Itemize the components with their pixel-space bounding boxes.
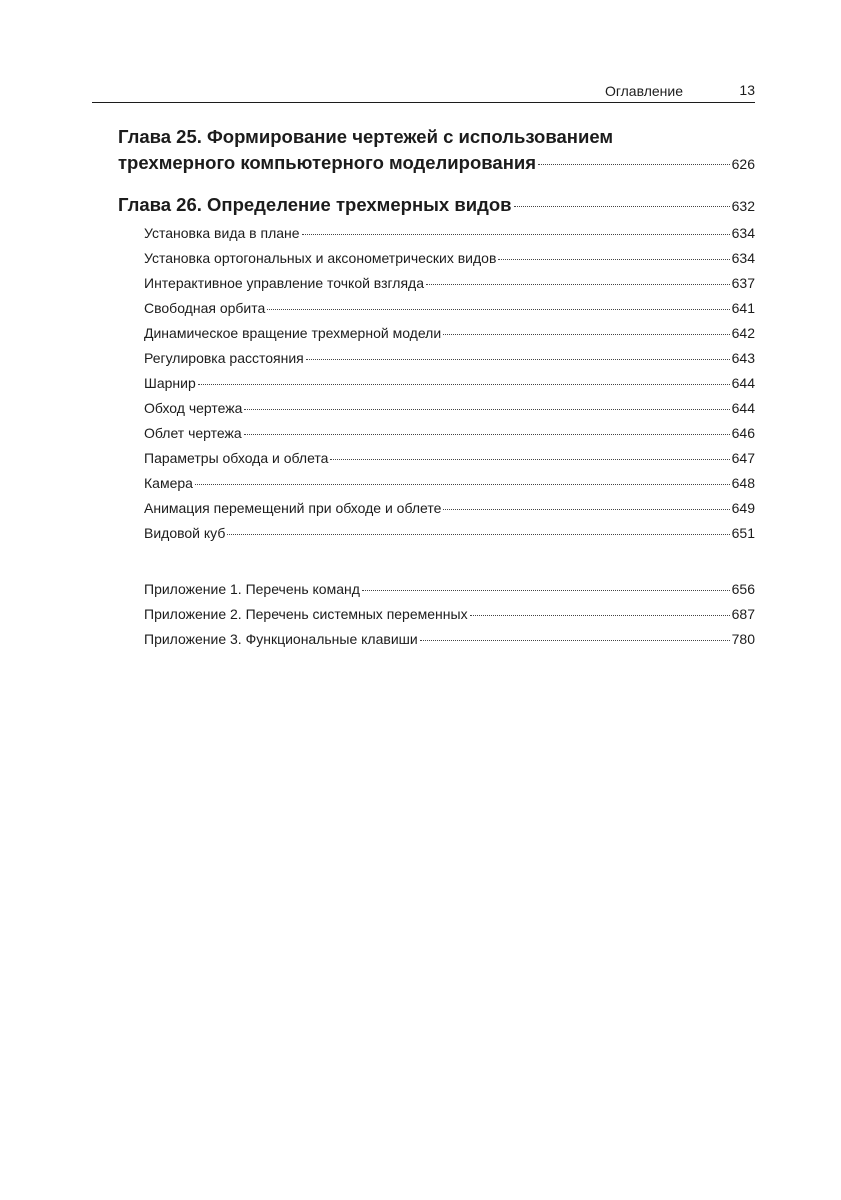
toc-entry-section[interactable] <box>144 424 755 442</box>
dot-leader <box>267 309 729 310</box>
section-title: Установка вида в плане <box>144 225 300 241</box>
section-title: Облет чертежа <box>144 425 242 441</box>
section-page: 651 <box>731 525 755 541</box>
appendix-title: Приложение 3. Функциональные клавиши <box>144 631 418 647</box>
section-title: Интерактивное управление точкой взгляда <box>144 275 425 291</box>
chapter-26-page: 632 <box>731 198 755 214</box>
toc-entry-appendix-1[interactable] <box>144 580 755 598</box>
dot-leader <box>244 434 730 435</box>
chapter-25-title-line-2: трехмерного компьютерного моделирования <box>118 152 537 173</box>
dot-leader <box>302 234 730 235</box>
section-page: 644 <box>731 400 755 416</box>
section-page: 641 <box>731 300 755 316</box>
toc-entry-chapter-25[interactable] <box>118 152 755 174</box>
dot-leader <box>362 590 730 591</box>
appendix-page: 780 <box>731 631 755 647</box>
section-page: 644 <box>731 375 755 391</box>
chapter-25-page: 626 <box>731 156 755 172</box>
dot-leader <box>195 484 730 485</box>
toc-entry-section[interactable] <box>144 299 755 317</box>
toc-entry-section[interactable] <box>144 324 755 342</box>
toc-entry-section[interactable] <box>144 249 755 267</box>
dot-leader <box>420 640 730 641</box>
section-title: Анимация перемещений при обходе и облете <box>144 500 442 516</box>
dot-leader <box>227 534 729 535</box>
section-page: 634 <box>731 250 755 266</box>
toc-entry-section[interactable] <box>144 474 755 492</box>
section-page: 648 <box>731 475 755 491</box>
section-page: 649 <box>731 500 755 516</box>
header-rule <box>92 102 755 103</box>
dot-leader <box>514 206 730 207</box>
toc-entry-appendix-3[interactable] <box>144 630 755 648</box>
toc-entry-section[interactable] <box>144 374 755 392</box>
appendix-title: Приложение 2. Перечень системных переменных <box>144 606 468 622</box>
dot-leader <box>198 384 730 385</box>
appendix-page: 656 <box>731 581 755 597</box>
chapter-25-title-line-1[interactable]: Глава 25. Формирование чертежей с использованием <box>118 126 614 147</box>
section-title: Параметры обхода и облета <box>144 450 329 466</box>
dot-leader <box>443 509 729 510</box>
running-header-title: Оглавление <box>604 83 683 99</box>
section-title: Регулировка расстояния <box>144 350 304 366</box>
dot-leader <box>330 459 729 460</box>
toc-entry-section[interactable] <box>144 399 755 417</box>
section-title: Свободная орбита <box>144 300 266 316</box>
dot-leader <box>443 334 729 335</box>
section-title: Установка ортогональных и аксонометрических видов <box>144 250 497 266</box>
section-title: Динамическое вращение трехмерной модели <box>144 325 442 341</box>
section-page: 642 <box>731 325 755 341</box>
running-header <box>92 82 755 102</box>
section-page: 646 <box>731 425 755 441</box>
section-page: 647 <box>731 450 755 466</box>
section-title: Шарнир <box>144 375 196 391</box>
toc-entry-chapter-26[interactable] <box>118 194 755 216</box>
page-number: 13 <box>739 82 755 98</box>
dot-leader <box>426 284 730 285</box>
section-title: Обход чертежа <box>144 400 243 416</box>
section-title: Видовой куб <box>144 525 226 541</box>
dot-leader <box>538 164 730 165</box>
toc-entry-section[interactable] <box>144 349 755 367</box>
toc-entry-appendix-2[interactable] <box>144 605 755 623</box>
dot-leader <box>306 359 730 360</box>
dot-leader <box>244 409 729 410</box>
toc-entry-section[interactable] <box>144 449 755 467</box>
section-page: 643 <box>731 350 755 366</box>
dot-leader <box>470 615 730 616</box>
toc-entry-section[interactable] <box>144 524 755 542</box>
toc-entry-section[interactable] <box>144 274 755 292</box>
toc-entry-section[interactable] <box>144 499 755 517</box>
appendix-page: 687 <box>731 606 755 622</box>
appendix-title: Приложение 1. Перечень команд <box>144 581 360 597</box>
dot-leader <box>498 259 729 260</box>
section-title: Камера <box>144 475 193 491</box>
section-page: 637 <box>731 275 755 291</box>
toc-entry-section[interactable] <box>144 224 755 242</box>
section-page: 634 <box>731 225 755 241</box>
chapter-26-title: Глава 26. Определение трехмерных видов <box>118 194 512 215</box>
